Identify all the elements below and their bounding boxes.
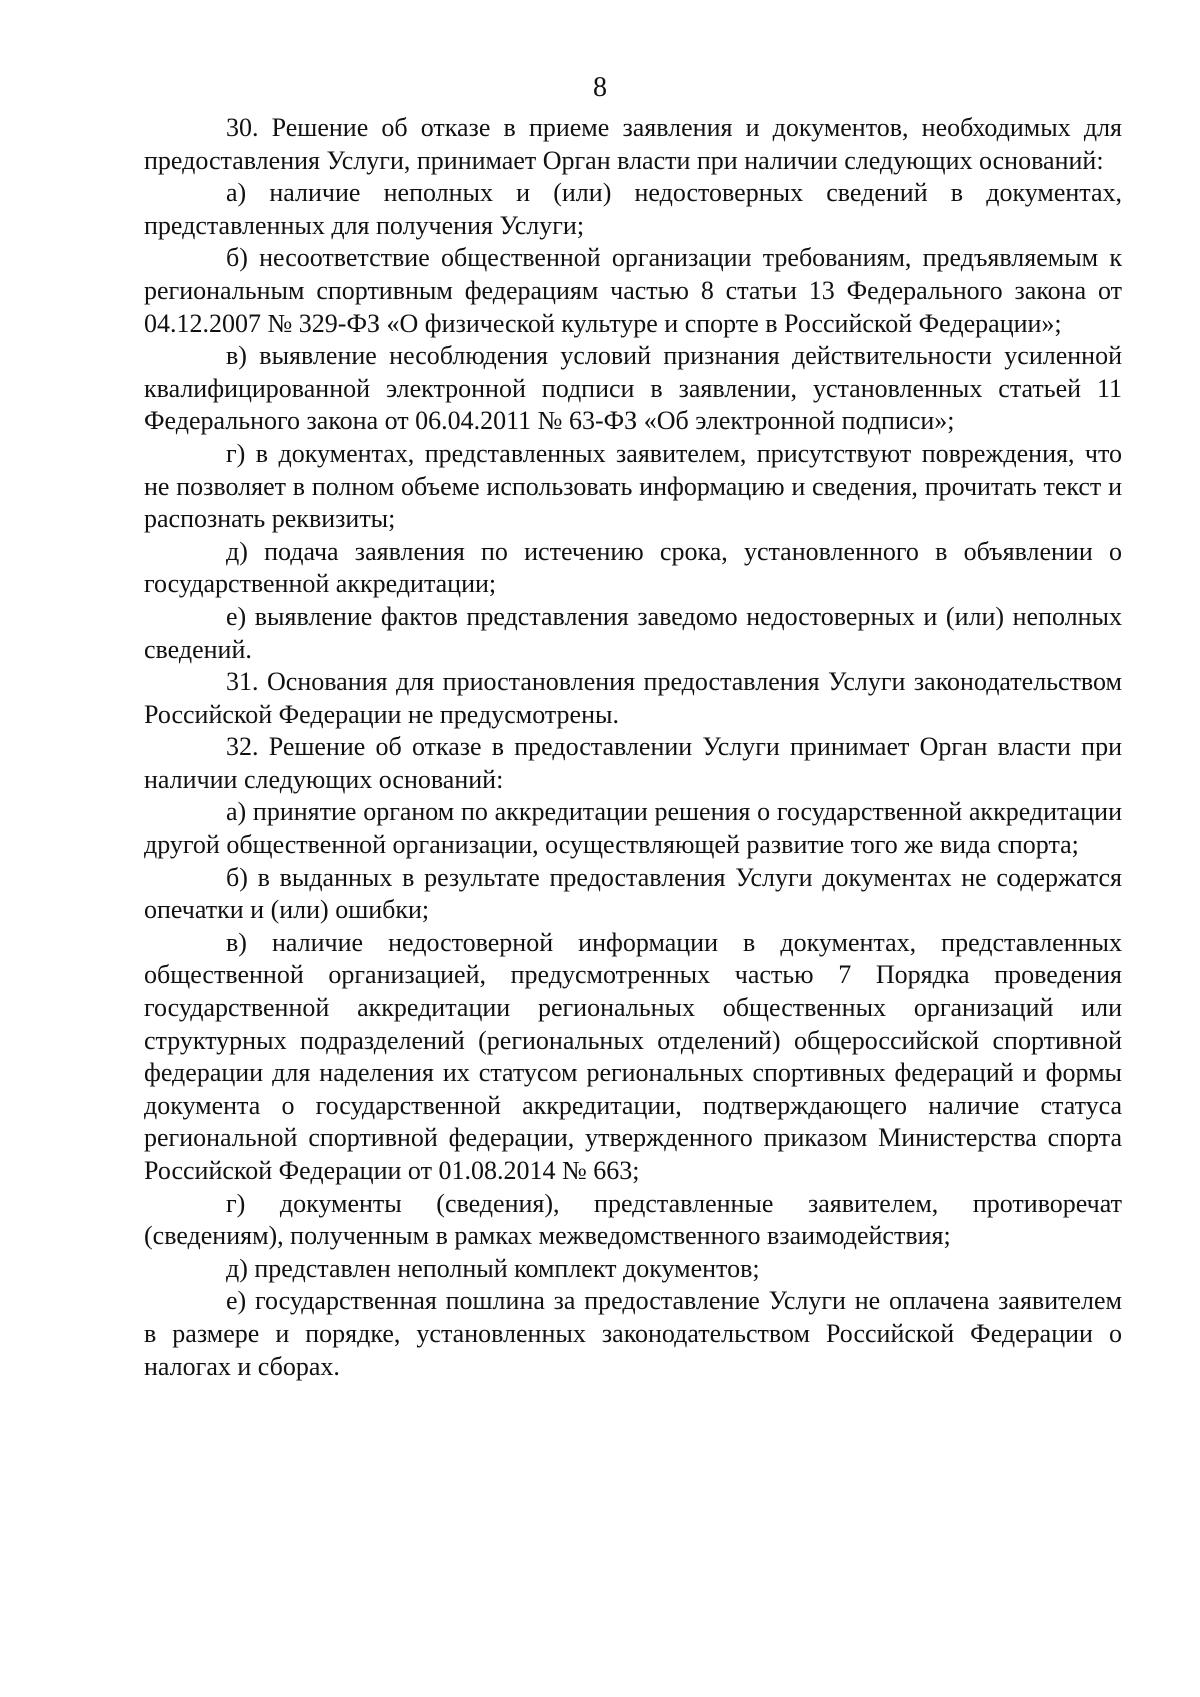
item-30-a: а) наличие неполных и (или) недостоверных сведений в документах, представленных для получения Услуги; xyxy=(144,178,1122,240)
item-32-e: е) государственная пошлина за предоставление Услуги не оплачена заявителем в размере и порядке, установленных законодательством Российской Федерации о налогах и сборах. xyxy=(144,1286,1122,1381)
paragraph-30: 30. Решение об отказе в приеме заявления и документов, необходимых для предоставления Услуги, принимает Орган власти при наличии следующих оснований: xyxy=(144,113,1122,175)
item-32-v: в) наличие недостоверной информации в документах, представленных общественной организацией, предусмотренных частью 7 Порядка проведения государственной аккредитации региональных общественных организаций или структурных подразделений (региональных отделений) общероссийской спортивной федерации для наделения их статусом региональных спортивных федераций и формы документа о государственной аккредитации, подтверждающего наличие статуса региональной спортивной федерации, утвержденного приказом Министерства спорта Российской Федерации от 01.08.2014 № 663; xyxy=(144,927,1122,1185)
item-30-d: д) подача заявления по истечению срока, установленного в объявлении о государственной аккредитации; xyxy=(144,536,1122,599)
item-32-b: б) в выданных в результате предоставления Услуги документах не содержатся опечатки и (или) ошибки; xyxy=(144,862,1122,925)
item-32-a: а) принятие органом по аккредитации решения о государственной аккредитации другой общественной организации, осуществляющей развитие того же вида спорта; xyxy=(144,797,1122,860)
paragraph-32: 32. Решение об отказе в предоставлении Услуги принимает Орган власти при наличии следующих оснований: xyxy=(144,732,1122,794)
item-32-g: г) документы (сведения), представленные заявителем, противоречат (сведениям), полученным в рамках межведомственного взаимодействия; xyxy=(144,1188,1122,1251)
page-number: 8 xyxy=(593,72,607,103)
item-30-g: г) в документах, представленных заявителем, присутствуют повреждения, что не позволяет в полном объеме использовать информацию и сведения, прочитать текст и распознать реквизиты; xyxy=(144,438,1122,534)
item-30-b: б) несоответствие общественной организации требованиям, предъявляемым к региональным спортивным федерациям частью 8 статьи 13 Федерального закона от 04.12.2007 № 329-ФЗ «О физической культуре и спорте в Российской Федерации»; xyxy=(144,243,1122,338)
item-30-e: е) выявление фактов представления заведомо недостоверных и (или) неполных сведений. xyxy=(144,601,1122,664)
document-body xyxy=(144,112,1122,1383)
item-32-d: д) представлен неполный комплект документов; xyxy=(226,1253,760,1283)
paragraph-31: 31. Основания для приостановления предоставления Услуги законодательством Российской Федерации не предусмотрены. xyxy=(144,667,1122,729)
item-30-v: в) выявление несоблюдения условий признания действительности усиленной квалифицированной электронной подписи в заявлении, установленных статьей 11 Федерального закона от 06.04.2011 № 63-ФЗ «Об электронной подписи»; xyxy=(144,341,1122,436)
